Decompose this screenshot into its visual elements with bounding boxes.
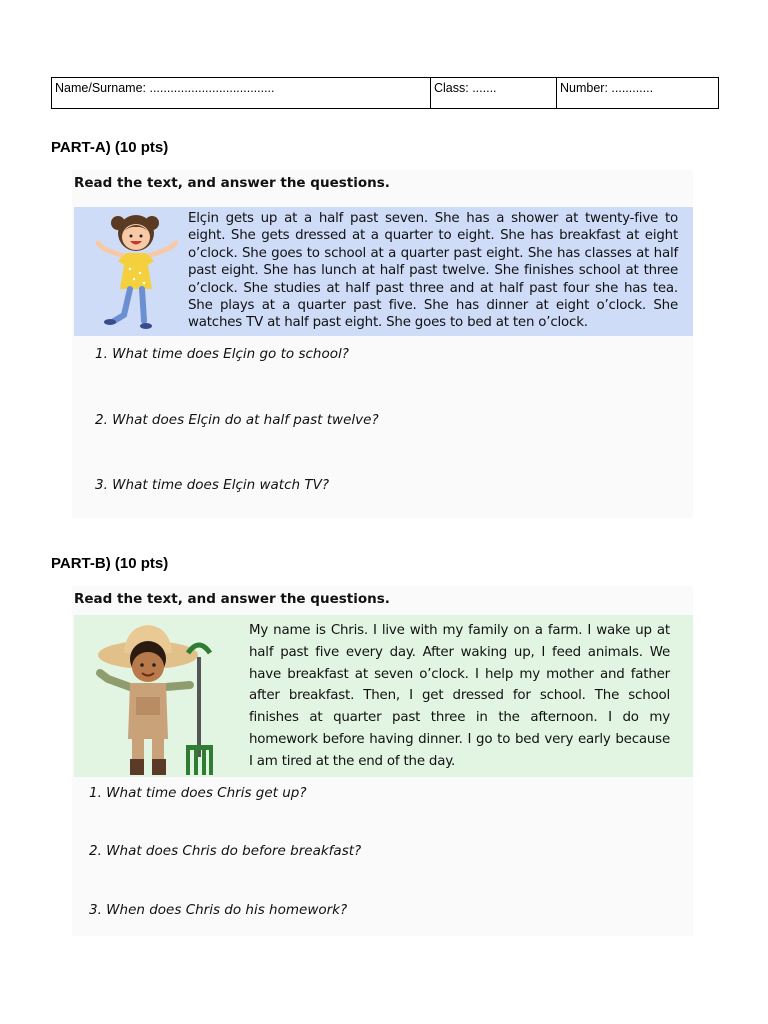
part-a-question-1: 1. What time does Elçin go to school?	[95, 346, 349, 362]
part-a-question-3: 3. What time does Elçin watch TV?	[95, 477, 330, 493]
number-field[interactable]: Number: ............	[560, 81, 654, 95]
part-a-question-2: 2. What does Elçin do at half past twelve?	[95, 412, 379, 428]
part-a-title: PART-A) (10 pts)	[51, 139, 169, 156]
name-surname-field[interactable]: Name/Surname: ....................................	[52, 78, 431, 108]
part-b-question-3: 3. When does Chris do his homework?	[89, 902, 348, 918]
farmer-boy-illustration-icon	[86, 619, 236, 777]
part-b-title: PART-B) (10 pts)	[51, 555, 169, 572]
part-a-instruction: Read the text, and answer the questions.	[74, 175, 390, 191]
student-info-table	[51, 77, 719, 109]
part-b-question-1: 1. What time does Chris get up?	[89, 785, 307, 801]
part-a-passage-text: Elçin gets up at a half past seven. She has a shower at twenty-five to eight. She gets dressed at a quarter to eight. She has breakfast at eight o’clock. She goes to school at a quarter past eight. She has classes at half past eight. She has lunch at half past twelve. She finishes school at three o’clock. She studies at half past three and at half past four she has tea. She plays at a quarter past five. She has dinner at eight o’clock. She watches TV at half past eight. She goes to bed at ten o’clock.	[188, 211, 678, 331]
part-b-passage-panel	[74, 615, 693, 777]
part-b-question-2: 2. What does Chris do before breakfast?	[89, 843, 362, 859]
part-b-passage-text: My name is Chris. I live with my family on a farm. I wake up at half past five every day. After waking up, I feed animals. We have breakfast at seven o’clock. I help my mother and father after breakfast. Then, I get dressed for school. The school finishes at quarter past three in the afternoon. I do my homework before having dinner. I go to bed very early because I am tired at the end of the day.	[249, 623, 670, 769]
part-b-instruction: Read the text, and answer the questions.	[74, 591, 390, 607]
girl-illustration-icon	[88, 209, 184, 335]
class-field[interactable]: Class: .......	[431, 78, 557, 108]
part-a-passage-panel	[74, 207, 693, 336]
